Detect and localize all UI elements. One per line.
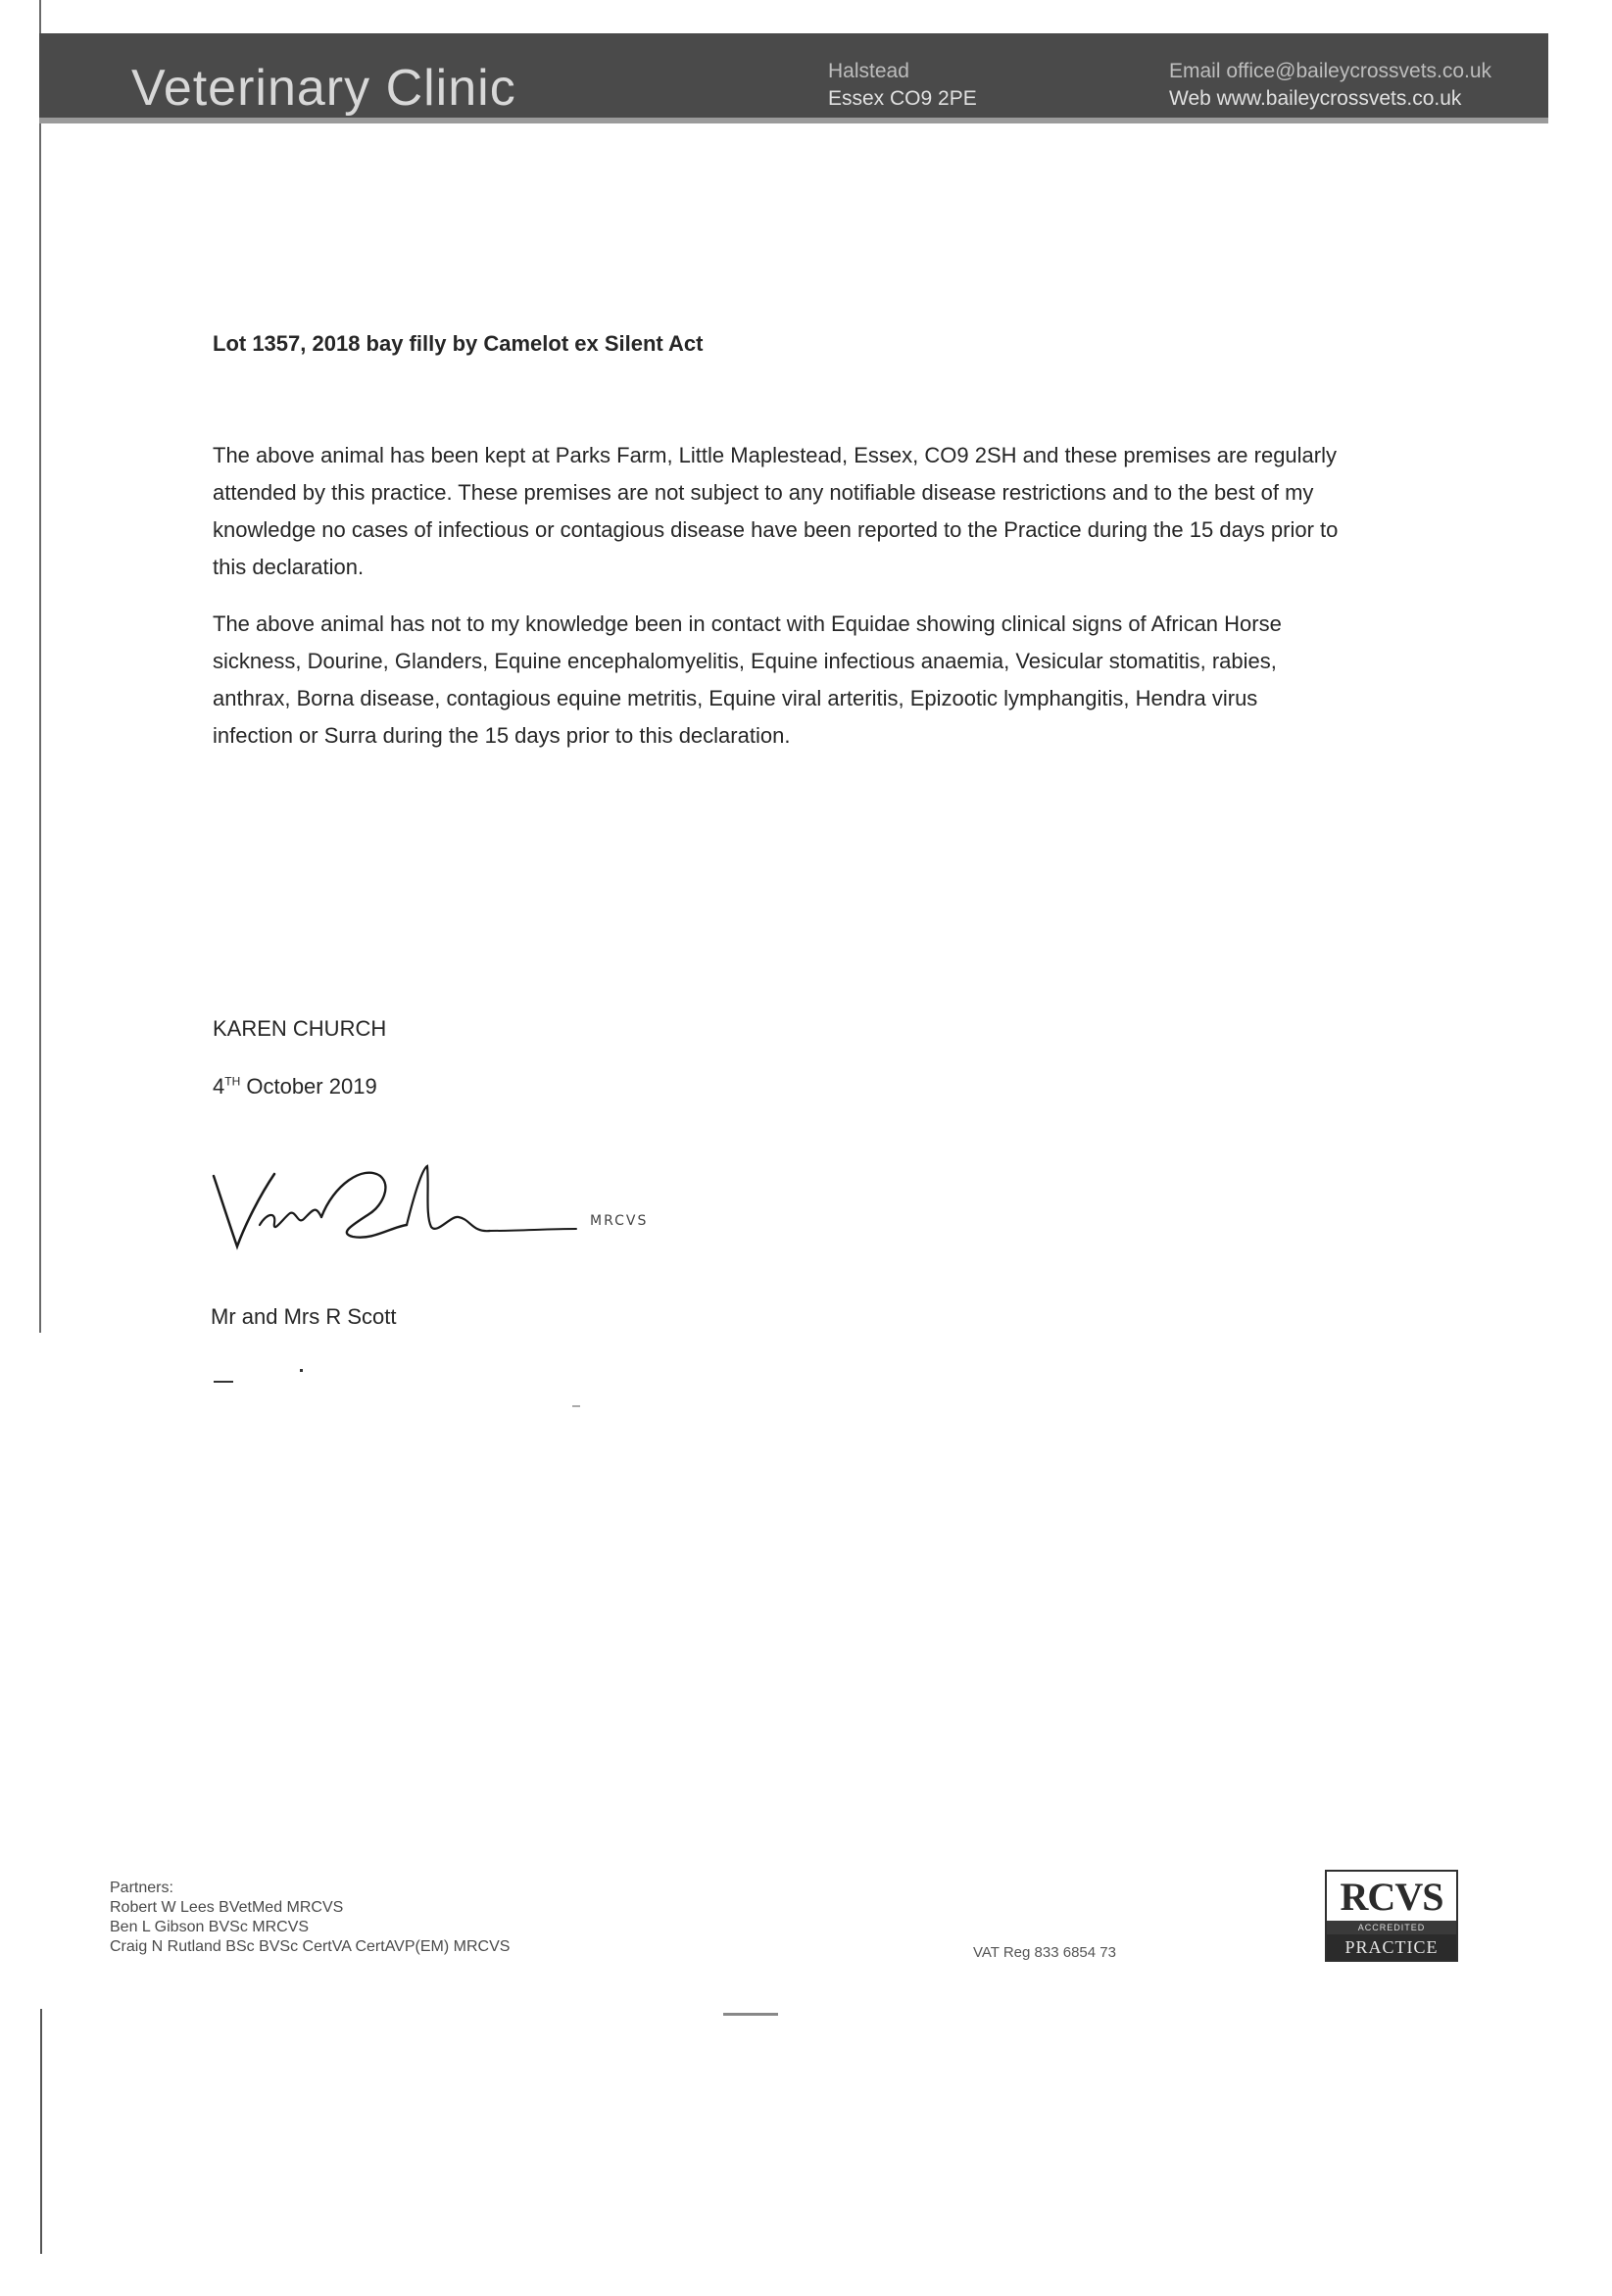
signatory-name: KAREN CHURCH xyxy=(213,1016,387,1041)
handwritten-signature xyxy=(206,1156,666,1259)
address-line-town: Halstead xyxy=(828,60,909,82)
rcvs-logo-practice: PRACTICE xyxy=(1327,1934,1456,1960)
date-suffix: TH xyxy=(224,1074,241,1089)
recipient-names: Mr and Mrs R Scott xyxy=(211,1304,397,1329)
partner-entry: Craig N Rutland BSc BVSc CertVA CertAVP(EM) MRCVS xyxy=(110,1938,511,1955)
partners-list xyxy=(110,1879,510,1957)
declaration-date xyxy=(213,1074,377,1099)
vat-registration: VAT Reg 833 6854 73 xyxy=(973,1944,1116,1961)
partners-label: Partners: xyxy=(110,1880,173,1896)
rcvs-accredited-practice-logo xyxy=(1325,1870,1458,1962)
rcvs-logo-text: RCVS xyxy=(1340,1875,1443,1919)
scan-mark xyxy=(214,1381,233,1383)
letter-body xyxy=(213,331,1349,774)
partner-entry: Robert W Lees BVetMed MRCVS xyxy=(110,1899,344,1916)
letterhead-band xyxy=(39,33,1548,123)
rcvs-logo-accredited: ACCREDITED xyxy=(1327,1921,1456,1934)
scan-edge-line-lower xyxy=(40,2009,42,2254)
clinic-name: Veterinary Clinic xyxy=(131,60,516,117)
signature-note: MRCVS xyxy=(590,1213,649,1229)
footer-mark xyxy=(723,2013,778,2016)
scan-mark-faint xyxy=(572,1405,580,1407)
declaration-paragraph-diseases: The above animal has not to my knowledge been in contact with Equidae showing clinical signs of African Horse sickness, Dourine, Glanders, Equine encephalomyelitis, Equine infectious anaemia, Vesicular stomatitis, rabies, anthrax, Borna disease, contagious equine metritis, Equine viral arteritis, Epizootic lymphangitis, Hendra virus infection or Surra during the 15 days prior to this declaration. xyxy=(213,611,1282,748)
partner-entry: Ben L Gibson BVSc MRCVS xyxy=(110,1919,310,1935)
date-day: 4 xyxy=(213,1074,225,1099)
scan-mark-dot xyxy=(300,1369,303,1372)
address-line-county: Essex CO9 2PE xyxy=(828,87,977,110)
clinic-contact xyxy=(1169,58,1491,113)
declaration-paragraph-premises: The above animal has been kept at Parks Farm, Little Maplestead, Essex, CO9 2SH and these premises are regularly attended by this practice. These premises are not subject to any notifiable disease restrictions and to the best of my knowledge no cases of infectious or contagious disease have been reported to the Practice during the 15 days prior to this declaration. xyxy=(213,443,1339,579)
contact-web: Web www.baileycrossvets.co.uk xyxy=(1169,87,1462,110)
date-month-year: October 2019 xyxy=(240,1074,377,1099)
clinic-address xyxy=(828,58,977,113)
scan-edge-line xyxy=(39,0,41,1333)
contact-email: Email office@baileycrossvets.co.uk xyxy=(1169,60,1492,82)
letter-subject: Lot 1357, 2018 bay filly by Camelot ex Silent Act xyxy=(213,331,704,356)
